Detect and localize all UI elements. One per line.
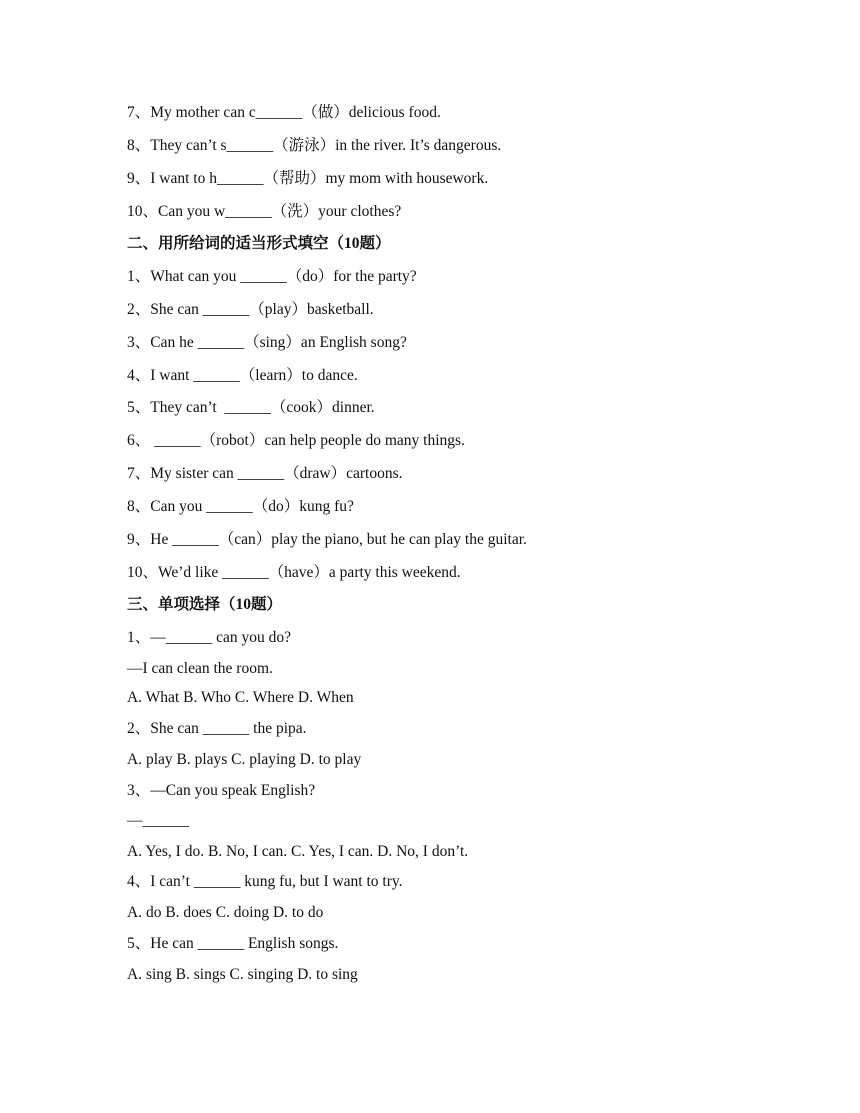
section-three-heading: 三、单项选择（10题） — [127, 596, 283, 613]
section-two-item-2: 2、She can ______（play）basketball. — [127, 301, 374, 318]
question-3: 3、—Can you speak English? — [127, 782, 316, 799]
question-1: 1、—______ can you do? — [127, 629, 292, 646]
question-5: 5、He can ______ English songs. — [127, 935, 339, 952]
section-two-item-1: 1、What can you ______（do）for the party? — [127, 268, 417, 285]
section-two-item-8: 8、Can you ______（do）kung fu? — [127, 498, 354, 515]
section-two-item-10: 10、We’d like ______（have）a party this weekend. — [127, 564, 461, 581]
section-two-item-7: 7、My sister can ______（draw）cartoons. — [127, 465, 403, 482]
section-one-item-9: 9、I want to h______（帮助）my mom with housework. — [127, 170, 489, 187]
section-two-item-9: 9、He ______（can）play the piano, but he can play the guitar. — [127, 531, 527, 548]
question-2-options: A. play B. plays C. playing D. to play — [127, 751, 362, 768]
section-one-item-7: 7、My mother can c______（做）delicious food. — [127, 104, 441, 121]
question-4-options: A. do B. does C. doing D. to do — [127, 904, 324, 921]
section-two-item-5: 5、They can’t ______（cook）dinner. — [127, 399, 375, 416]
section-two-heading: 二、用所给词的适当形式填空（10题） — [127, 235, 391, 252]
section-two-item-6: 6、 ______（robot）can help people do many things. — [127, 432, 465, 449]
question-3-prompt: —______ — [127, 812, 189, 829]
question-2: 2、She can ______ the pipa. — [127, 720, 307, 737]
question-1-prompt: —I can clean the room. — [127, 660, 273, 677]
section-two-item-4: 4、I want ______（learn）to dance. — [127, 367, 358, 384]
question-4: 4、I can’t ______ kung fu, but I want to try. — [127, 873, 403, 890]
question-1-options: A. What B. Who C. Where D. When — [127, 689, 354, 706]
question-3-options: A. Yes, I do. B. No, I can. C. Yes, I can. D. No, I don’t. — [127, 843, 469, 860]
section-one-item-8: 8、They can’t s______（游泳）in the river. It’s dangerous. — [127, 137, 502, 154]
section-two-item-3: 3、Can he ______（sing）an English song? — [127, 334, 407, 351]
question-5-options: A. sing B. sings C. singing D. to sing — [127, 966, 358, 983]
section-one-item-10: 10、Can you w______（洗）your clothes? — [127, 203, 402, 220]
